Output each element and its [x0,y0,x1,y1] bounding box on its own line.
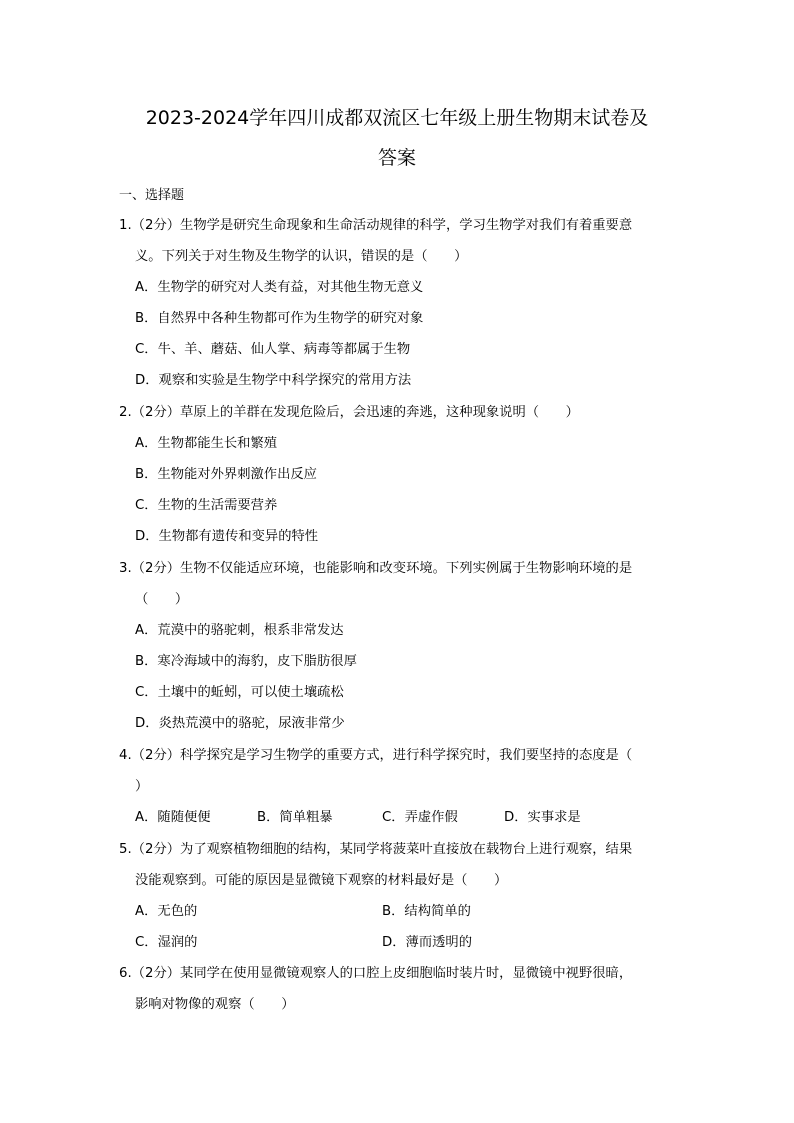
option-b: B．寒冷海域中的海豹，皮下脂肪很厚 [135,654,357,669]
question-stem: 4.（2分）科学探究是学习生物学的重要方式，进行科学探究时，我们要坚持的态度是（ [119,748,633,763]
question-stem: 5.（2分）为了观察植物细胞的结构，某同学将菠菜叶直接放在载物台上进行观察，结果 [119,842,633,857]
option-b: B．生物能对外界刺激作出反应 [135,467,317,482]
option-c: C．湿润的 [135,935,198,950]
option-c: C．弄虚作假 [382,810,458,825]
option-d: D．炎热荒漠中的骆驼，尿液非常少 [135,716,345,731]
option-a: A．随随便便 [135,810,211,825]
option-d: D．生物都有遗传和变异的特性 [135,529,319,544]
option-c: C．生物的生活需要营养 [135,498,278,513]
document-title-line-2: 答案 [377,147,416,169]
question-stem-continued: 没能观察到。可能的原因是显微镜下观察的材料最好是（ ） [135,873,508,888]
option-a: A．生物学的研究对人类有益，对其他生物无意义 [135,280,424,295]
question-stem: 6.（2分）某同学在使用显微镜观察人的口腔上皮细胞临时装片时，显微镜中视野很暗， [119,966,633,981]
option-c: C．土壤中的蚯蚓，可以使土壤疏松 [135,685,344,700]
option-d: D．实事求是 [504,810,581,825]
question-stem: 3.（2分）生物不仅能适应环境，也能影响和改变环境。下列实例属于生物影响环境的是 [119,561,633,576]
section-heading: 一、选择题 [119,188,185,203]
option-d: D．薄而透明的 [382,935,473,950]
option-a: A．生物都能生长和繁殖 [135,436,278,451]
option-a: A．荒漠中的骆驼刺，根系非常发达 [135,623,344,638]
question-stem-continued: 影响对物像的观察（ ） [135,997,295,1012]
option-b: B．自然界中各种生物都可作为生物学的研究对象 [135,311,424,326]
option-b: B．结构简单的 [382,904,471,919]
question-stem-continued: （ ） [135,592,189,607]
question-stem-continued: ） [135,779,149,794]
option-a: A．无色的 [135,904,198,919]
document-title-line-1: 2023-2024学年四川成都双流区七年级上册生物期末试卷及 [145,107,649,129]
option-c: C．牛、羊、蘑菇、仙人掌、病毒等都属于生物 [135,342,411,357]
question-stem: 1.（2分）生物学是研究生命现象和生命活动规律的科学，学习生物学对我们有着重要意 [119,218,633,233]
question-stem-continued: 义。下列关于对生物及生物学的认识，错误的是（ ） [135,249,468,264]
option-d: D．观察和实验是生物学中科学探究的常用方法 [135,373,412,388]
option-b: B．简单粗暴 [257,810,333,825]
question-stem: 2.（2分）草原上的羊群在发现危险后，会迅速的奔逃，这种现象说明（ ） [119,405,579,420]
